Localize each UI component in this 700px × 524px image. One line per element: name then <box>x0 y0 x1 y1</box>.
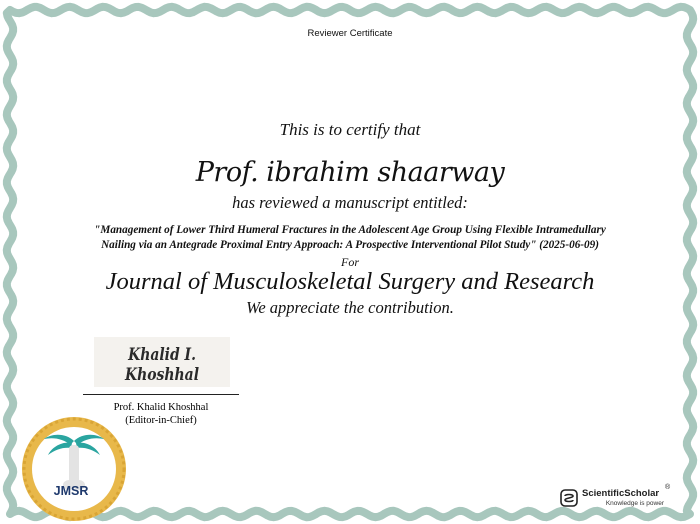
for-label: For <box>341 255 359 269</box>
jmsr-seal-icon <box>14 403 144 521</box>
manuscript-title-line-1: "Management of Lower Third Humeral Fractures in the Adolescent Age Group Using Flexible Intramedullary <box>94 224 606 236</box>
scientificscholar-logo-icon <box>560 489 578 507</box>
publisher-name: ScientificScholar <box>582 488 660 499</box>
recipient-name: Prof. ibrahim shaarway <box>195 157 505 188</box>
certify-line: This is to certify that <box>279 120 421 139</box>
seal-acronym: JMSR <box>53 484 89 498</box>
manuscript-title <box>50 223 650 253</box>
signatory-role: (Editor-in-Chief) <box>125 415 197 426</box>
publisher-tagline: Knowledge is power <box>605 500 664 507</box>
journal-name: Journal of Musculoskeletal Surgery and Research <box>105 268 595 295</box>
certificate-type-label: Reviewer Certificate <box>307 28 393 39</box>
manuscript-title-line-2: Nailing via an Antegrade Proximal Entry Approach: A Prospective Interventional Pilot Study" (2025-06-09) <box>101 239 599 251</box>
registered-mark: ® <box>665 484 671 491</box>
signature-text: Khalid I. Khoshhal <box>124 345 200 385</box>
publisher-logo <box>560 484 671 512</box>
signatory-name: Prof. Khalid Khoshhal <box>113 402 209 413</box>
appreciation-line: We appreciate the contribution. <box>246 298 454 317</box>
reviewed-line: has reviewed a manuscript entitled: <box>232 193 468 212</box>
signature-image <box>94 337 230 387</box>
signature-line <box>83 394 239 395</box>
